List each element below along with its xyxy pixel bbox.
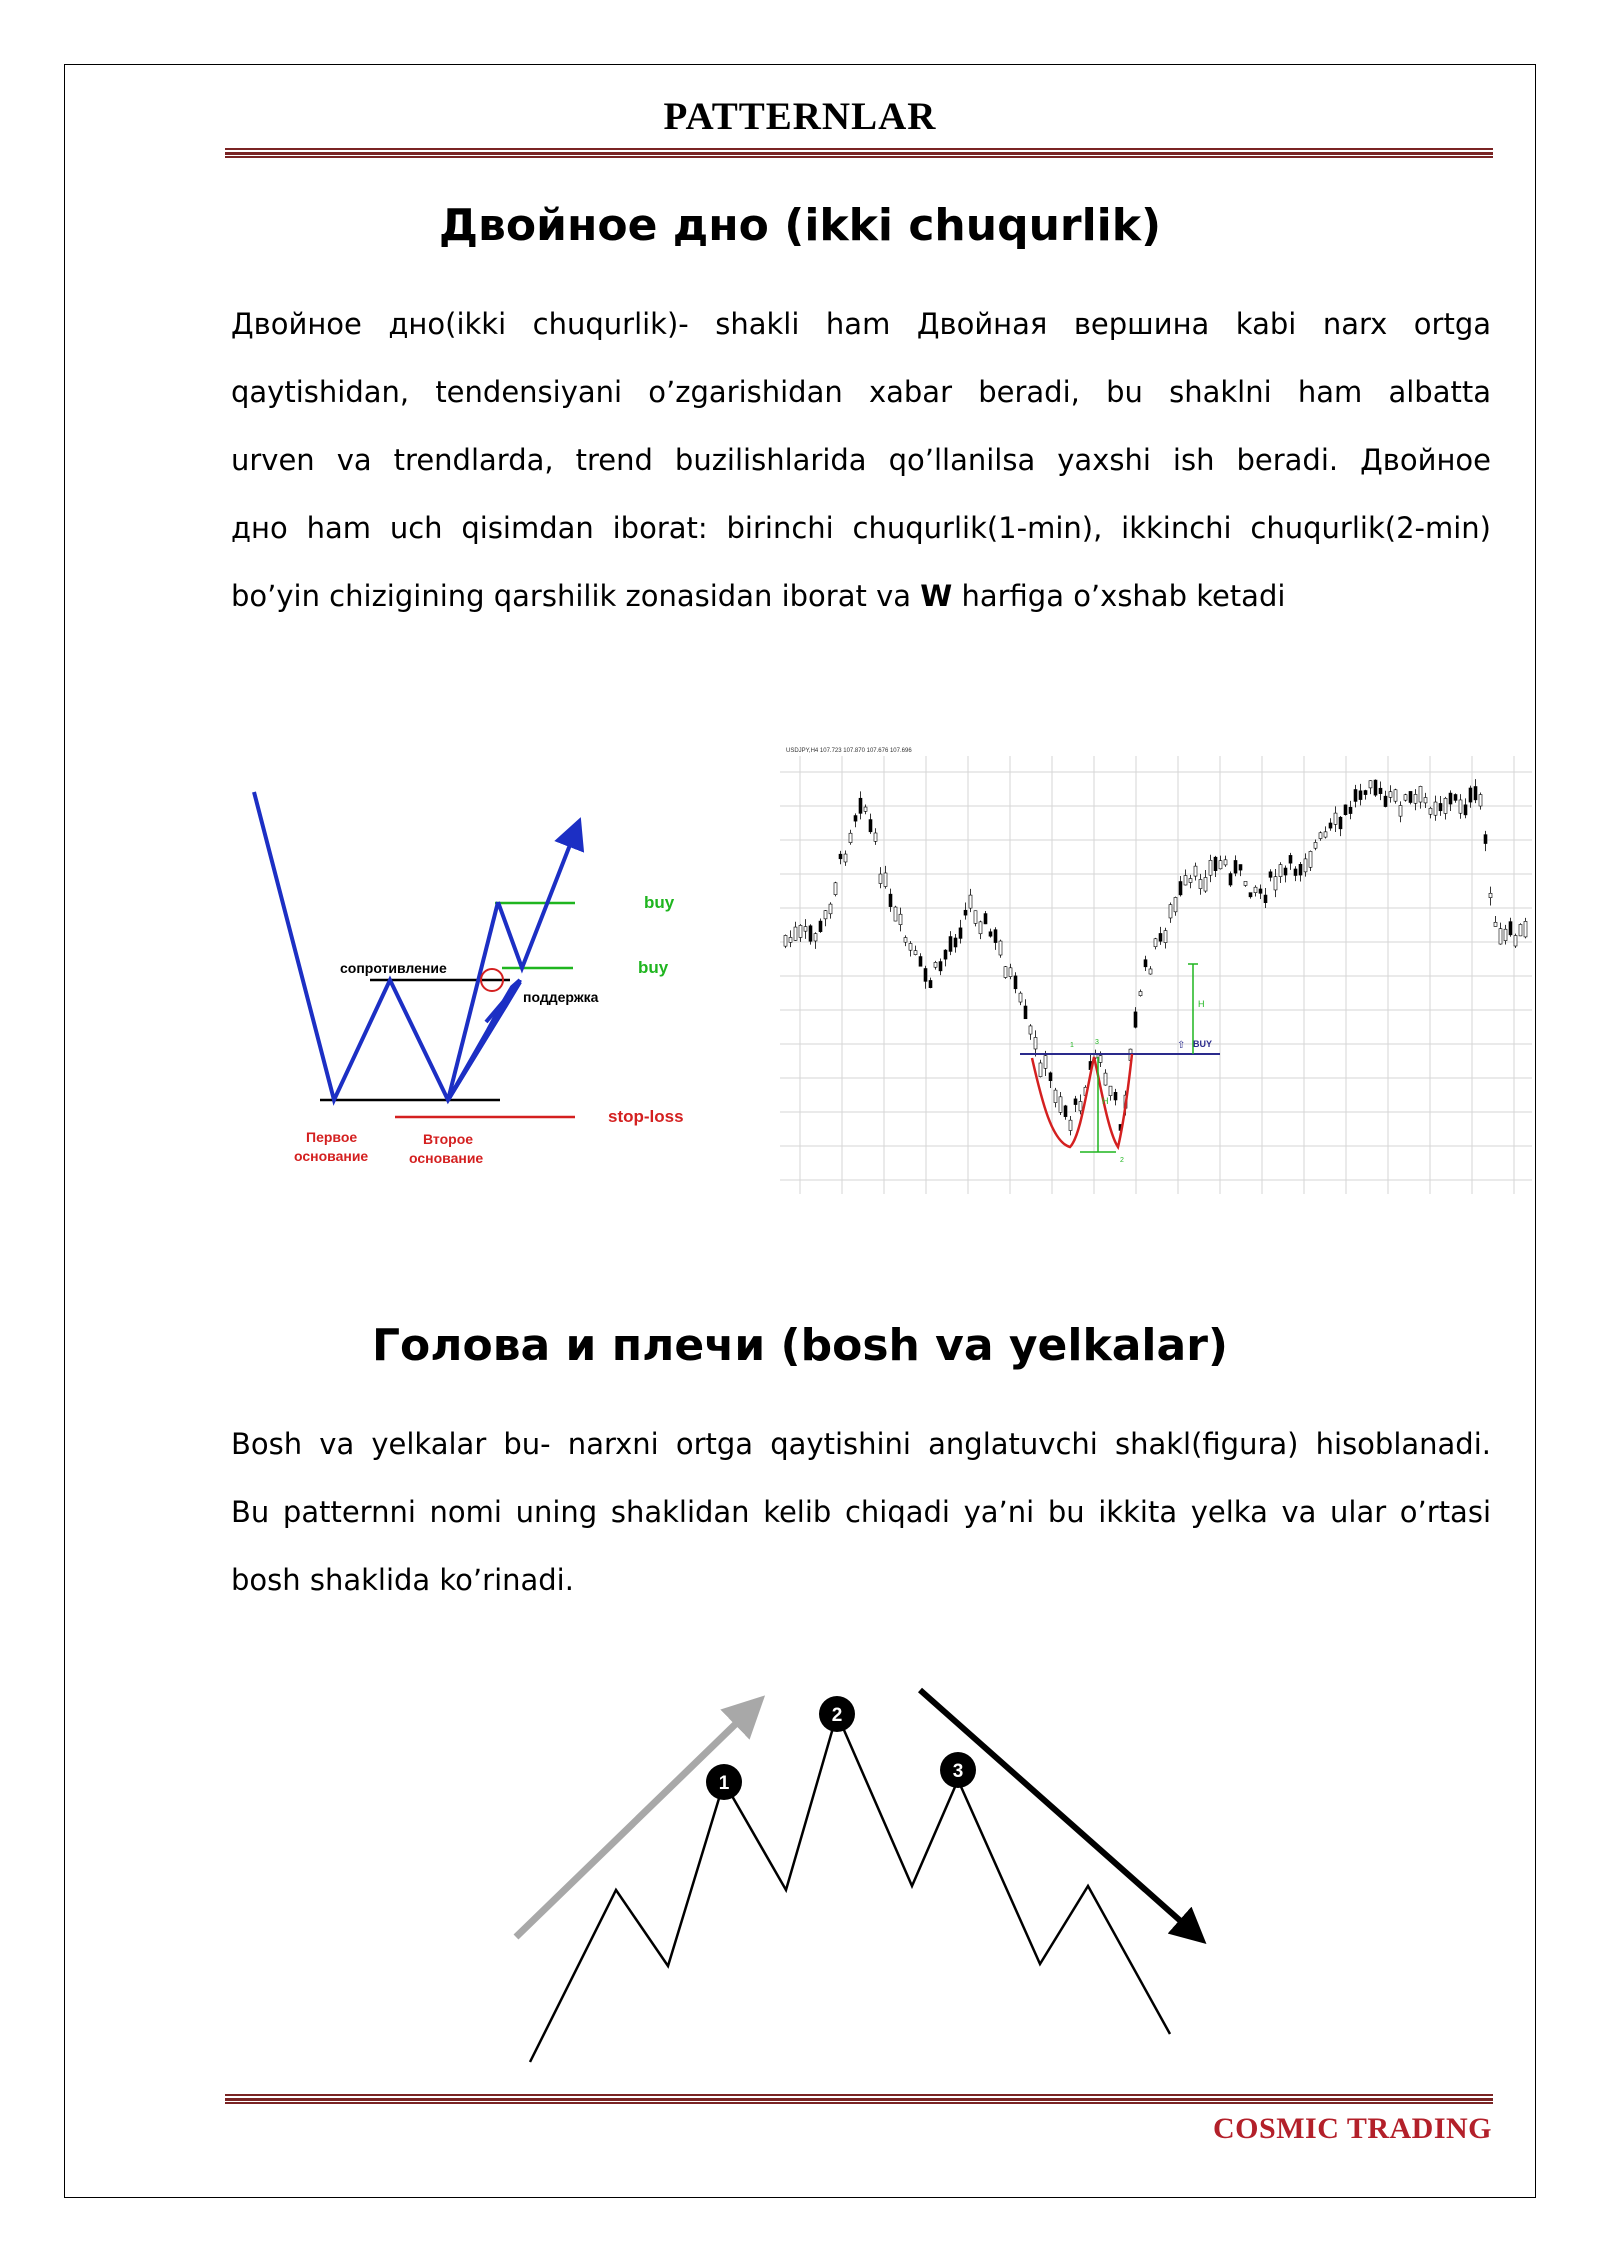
- candle-body: [1134, 1012, 1137, 1027]
- candle-body: [994, 930, 997, 943]
- candle-body: [949, 937, 952, 952]
- candle-body: [804, 927, 807, 932]
- text-run: bo’yin chizigining qarshilik zonasidan iborat va: [231, 579, 921, 613]
- candle-body: [1494, 922, 1497, 926]
- candle-body: [1344, 805, 1347, 815]
- num-3: 3: [1095, 1039, 1099, 1046]
- candle-body: [1229, 874, 1232, 885]
- section1-title: Двойное дно (ikki chuqurlik): [438, 200, 1162, 251]
- num-1: 1: [1070, 1042, 1074, 1049]
- candle-body: [1154, 939, 1157, 947]
- candle-body: [944, 950, 947, 959]
- candle-body: [1239, 865, 1242, 871]
- section1-paragraph: [231, 290, 1491, 630]
- candle-body: [1194, 866, 1197, 876]
- candle-body: [824, 911, 827, 919]
- candle-body: [1144, 960, 1147, 967]
- candle-body: [1514, 935, 1517, 946]
- candle-body: [1164, 931, 1167, 943]
- candle-body: [1399, 806, 1402, 817]
- uptrend-arrow: [516, 1710, 750, 1937]
- candle-body: [829, 904, 832, 914]
- candle-body: [904, 938, 907, 943]
- candle-body: [1379, 788, 1382, 793]
- chart-bg: [780, 742, 1532, 1194]
- hs-price-line: [530, 1714, 1170, 2062]
- head-shoulders-diagram: [500, 1680, 1240, 2080]
- candle-body: [1014, 976, 1017, 989]
- candle-body: [1454, 794, 1457, 800]
- candle-body: [784, 935, 787, 946]
- candle-body: [1284, 868, 1287, 875]
- candle-body: [1159, 933, 1162, 941]
- candle-body: [1264, 895, 1267, 903]
- candle-body: [839, 854, 842, 859]
- first-base-label: Первое: [306, 1129, 358, 1145]
- section1-line-last: [231, 562, 1491, 630]
- candle-body: [1524, 921, 1527, 937]
- candle-body: [1214, 857, 1217, 870]
- candle-body: [909, 943, 912, 950]
- candle-body: [1314, 842, 1317, 848]
- candle-body: [1049, 1073, 1052, 1081]
- candle-body: [899, 914, 902, 924]
- second-base-label: Второе: [423, 1131, 474, 1147]
- candle-body: [1149, 969, 1152, 974]
- candle-body: [1139, 991, 1142, 995]
- candle-body: [1429, 808, 1432, 814]
- candle-body: [1169, 905, 1172, 918]
- candle-body: [1294, 869, 1297, 876]
- candle-body: [964, 910, 967, 915]
- candle-body: [1359, 791, 1362, 800]
- h-label-bottom: H: [1102, 1096, 1109, 1106]
- second-base-label-2: основание: [409, 1150, 484, 1166]
- candle-body: [1199, 879, 1202, 888]
- candle-body: [1364, 791, 1367, 795]
- candle-body: [969, 895, 972, 908]
- candle-body: [1039, 1063, 1042, 1077]
- w-pattern-line: [254, 792, 520, 1100]
- section1-line: urven va trendlarda, trend buzilishlarida qo’llanilsa yaxshi ish beradi. Двойное: [231, 443, 1491, 477]
- text-run: harfiga o’xshab ketadi: [952, 579, 1286, 613]
- candle-body: [834, 883, 837, 895]
- candle-body: [1469, 788, 1472, 802]
- resistance-label: сопротивление: [340, 960, 447, 976]
- candle-body: [794, 927, 797, 940]
- candle-body: [1099, 1056, 1102, 1063]
- candle-body: [954, 938, 957, 947]
- candle-body: [974, 911, 977, 924]
- candle-body: [844, 854, 847, 862]
- candle-body: [1244, 881, 1247, 885]
- candle-body: [1254, 887, 1257, 892]
- breakout-leg: [448, 902, 498, 1100]
- section2-title: Голова и плечи (bosh va yelkalar): [371, 1320, 1229, 1371]
- candle-body: [999, 941, 1002, 955]
- stop-loss-label: stop-loss: [608, 1107, 684, 1126]
- candle-body: [1349, 807, 1352, 813]
- candle-body: [1334, 813, 1337, 824]
- candle-body: [989, 932, 992, 936]
- candle-body: [1424, 798, 1427, 803]
- bold-w: W: [920, 579, 953, 613]
- candle-body: [1394, 790, 1397, 801]
- marker-2-label: 2: [831, 1705, 843, 1726]
- downtrend-arrow: [920, 1690, 1193, 1932]
- header-rule: [225, 148, 1493, 158]
- candle-body: [789, 937, 792, 942]
- candle-body: [1074, 1099, 1077, 1105]
- section1-line: дно ham uch qisimdan iborat: birinchi chuqurlik(1-min), ikkinchi chuqurlik(2-min): [231, 511, 1491, 545]
- section2-line-last: bosh shaklida ko’rinadi.: [231, 1563, 574, 1597]
- section1-line: Двойное дно(ikki chuqurlik)- shakli ham Двойная вершина kabi narx ortga: [231, 307, 1491, 341]
- section2-line: Bu patternni nomi uning shaklidan kelib chiqadi ya’ni bu ikkita yelka va ular o’rtasi: [231, 1495, 1491, 1529]
- candle-body: [1174, 897, 1177, 911]
- candle-body: [1289, 855, 1292, 863]
- candle-body: [799, 925, 802, 937]
- candle-body: [849, 833, 852, 842]
- candle-body: [884, 873, 887, 887]
- candle-body: [1029, 1026, 1032, 1034]
- buy-label-lower: buy: [638, 958, 669, 977]
- candle-body: [939, 962, 942, 971]
- page-header-title: PATTERNLAR: [663, 95, 937, 138]
- candle-body: [889, 894, 892, 906]
- candle-body: [1059, 1097, 1062, 1113]
- candle-body: [819, 921, 822, 932]
- candle-body: [1409, 791, 1412, 802]
- w-pattern-line-8: [448, 980, 520, 1100]
- candle-body: [919, 957, 922, 967]
- section2-line: Bosh va yelkalar bu- narxni ortga qaytishini anglatuvchi shakl(figura) hisoblanadi.: [231, 1427, 1491, 1461]
- candle-body: [1384, 796, 1387, 806]
- candle-body: [1019, 993, 1022, 1002]
- num-2: 2: [1120, 1157, 1124, 1164]
- candle-body: [1459, 800, 1462, 813]
- candle-body: [1479, 795, 1482, 806]
- candle-body: [1439, 803, 1442, 810]
- support-label: поддержка: [523, 989, 599, 1005]
- marker-3-label: 3: [952, 1761, 964, 1782]
- candle-body: [1209, 860, 1212, 875]
- candle-body: [929, 980, 932, 987]
- candle-body: [869, 820, 872, 832]
- candle-body: [914, 951, 917, 955]
- candle-body: [1079, 1101, 1082, 1110]
- candle-body: [1464, 805, 1467, 815]
- candle-body: [1219, 861, 1222, 869]
- guide4: [448, 832, 575, 1100]
- candle-body: [1449, 793, 1452, 804]
- candle-body: [1064, 1106, 1067, 1117]
- candle-body: [1509, 922, 1512, 935]
- candle-body: [1224, 860, 1227, 865]
- candle-body: [1339, 817, 1342, 829]
- candle-body: [1054, 1090, 1057, 1102]
- candle-body: [1484, 835, 1487, 844]
- candle-body: [879, 874, 882, 883]
- candle-body: [1114, 1092, 1117, 1100]
- candle-body: [1179, 882, 1182, 895]
- section1-line: qaytishidan, tendensiyani o’zgarishidan xabar beradi, bu shaklni ham albatta: [231, 375, 1491, 409]
- candle-body: [1404, 795, 1407, 800]
- candle-body: [1369, 781, 1372, 788]
- double-bottom-diagram-clean: [240, 780, 720, 1200]
- candle-body: [979, 922, 982, 934]
- footer-rule: [225, 2094, 1493, 2104]
- candle-body: [934, 962, 937, 967]
- footer-brand: COSMIC TRADING: [1213, 2112, 1492, 2145]
- candle-body: [959, 928, 962, 939]
- candle-body: [1504, 929, 1507, 940]
- buy-label-upper: buy: [644, 893, 675, 912]
- candle-body: [1189, 878, 1192, 882]
- candle-body: [894, 907, 897, 921]
- candle-body: [924, 968, 927, 981]
- candle-body: [1319, 833, 1322, 839]
- candle-body: [1354, 790, 1357, 802]
- candle-body: [1274, 877, 1277, 890]
- candle-body: [1374, 780, 1377, 795]
- candle-body: [1034, 1037, 1037, 1049]
- candle-body: [1279, 865, 1282, 877]
- candle-body: [854, 816, 857, 822]
- candle-body: [1044, 1056, 1047, 1069]
- candle-body: [859, 798, 862, 813]
- candle-body: [1234, 860, 1237, 873]
- candle-body: [1444, 798, 1447, 813]
- breakout-arrow: [498, 832, 575, 968]
- candle-body: [984, 914, 987, 924]
- marker-1-label: 1: [718, 1773, 730, 1794]
- candle-body: [1249, 893, 1252, 897]
- candle-body: [1104, 1073, 1107, 1085]
- candle-body: [1204, 877, 1207, 891]
- candle-body: [1389, 792, 1392, 798]
- candle-body: [1489, 893, 1492, 897]
- candle-body: [1184, 876, 1187, 885]
- candle-body: [1304, 859, 1307, 872]
- candlestick-chart-image: [780, 742, 1532, 1194]
- hidden-guide: [448, 832, 576, 1100]
- candle-body: [1414, 794, 1417, 803]
- candle-body: [1309, 851, 1312, 867]
- buy-label: BUY: [1193, 1039, 1213, 1049]
- candle-body: [1009, 968, 1012, 977]
- buy-up-arrow-icon: ⇧: [1177, 1040, 1186, 1051]
- candle-body: [1519, 924, 1522, 935]
- candle-body: [1109, 1086, 1112, 1096]
- h-label-top: H: [1198, 999, 1205, 1009]
- candle-body: [809, 926, 812, 941]
- candle-body: [1499, 929, 1502, 944]
- section2-paragraph: [231, 1410, 1491, 1614]
- candle-body: [1024, 1006, 1027, 1019]
- first-base-label-2: основание: [294, 1148, 369, 1164]
- candle-body: [1004, 967, 1007, 978]
- candle-body: [814, 934, 817, 941]
- candle-body: [1069, 1120, 1072, 1130]
- candle-body: [1269, 872, 1272, 878]
- candle-body: [1474, 787, 1477, 800]
- candle-body: [1419, 786, 1422, 802]
- candle-body: [1324, 832, 1327, 837]
- chart-header: USDJPY,H4 107.723 107.870 107.676 107.696: [786, 748, 912, 754]
- candle-body: [1259, 889, 1262, 893]
- candle-body: [1299, 864, 1302, 875]
- candle-body: [864, 807, 867, 811]
- candle-body: [874, 833, 877, 841]
- candle-body: [1434, 802, 1437, 815]
- candle-body: [1329, 823, 1332, 828]
